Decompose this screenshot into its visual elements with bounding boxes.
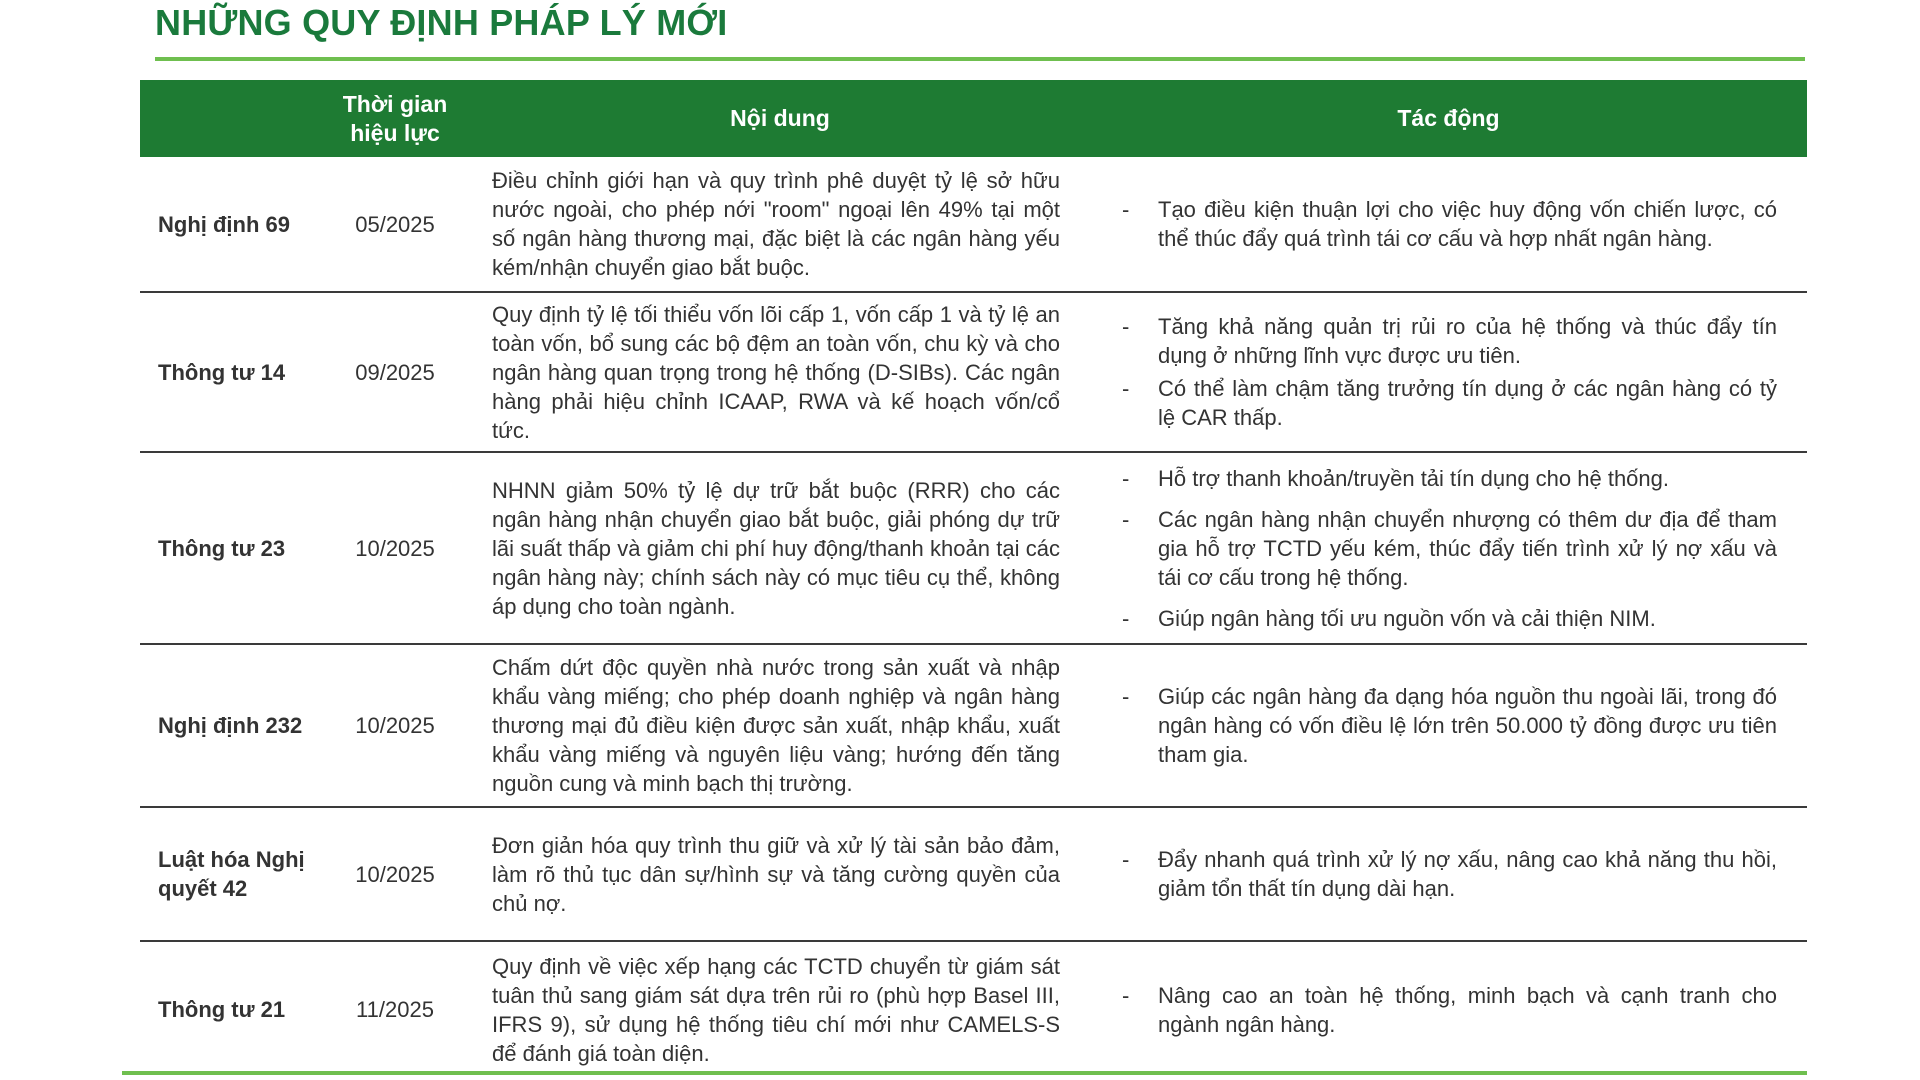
effective-date: 09/2025: [355, 359, 435, 385]
regulation-impact: [1090, 644, 1807, 807]
regulation-content: Chấm dứt độc quyền nhà nước trong sản xuất và nhập khẩu vàng miếng; cho phép doanh nghiệp và ngân hàng thương mại đủ điều kiện được sản xuất, nhập khẩu, xuất khẩu vàng miếng và nguyên liệu vàng; hướng đến tăng nguồn cung và minh bạch thị trường.: [492, 655, 1060, 796]
title-divider: [155, 57, 1805, 61]
table-row: [140, 807, 1807, 941]
impact-item: - Hỗ trợ thanh khoản/truyền tải tín dụng cho hệ thống.: [1120, 464, 1777, 493]
header-impact: Tác động: [1397, 105, 1500, 131]
impact-item: - Tạo điều kiện thuận lợi cho việc huy động vốn chiến lược, có thể thúc đẩy quá trình tái cơ cấu và hợp nhất ngân hàng.: [1120, 195, 1777, 253]
regulation-name: Thông tư 14: [158, 359, 286, 385]
effective-date: 05/2025: [355, 211, 435, 237]
impact-item: - Đẩy nhanh quá trình xử lý nợ xấu, nâng cao khả năng thu hồi, giảm tổn thất tín dụng dài hạn.: [1120, 845, 1777, 903]
regulation-impact: [1090, 452, 1807, 644]
effective-date: 10/2025: [355, 861, 435, 887]
table-header-row: [140, 80, 1807, 157]
impact-list: [1120, 464, 1777, 633]
page-title: NHỮNG QUY ĐỊNH PHÁP LÝ MỚI: [155, 2, 728, 43]
impact-list: [1120, 682, 1777, 769]
impact-list: [1120, 312, 1777, 432]
regulation-impact: [1090, 941, 1807, 1077]
regulation-impact: [1090, 157, 1807, 292]
impact-item: - Các ngân hàng nhận chuyển nhượng có thêm dư địa để tham gia hỗ trợ TCTD yếu kém, thúc đẩy tiến trình xử lý nợ xấu và tái cơ cấu trong hệ thống.: [1120, 505, 1777, 592]
regulation-content: Đơn giản hóa quy trình thu giữ và xử lý tài sản bảo đảm, làm rõ thủ tục dân sự/hình sự và tăng cường quyền của chủ nợ.: [492, 832, 1060, 916]
regulation-name: Luật hóa Nghị quyết 42: [158, 847, 305, 901]
impact-item: - Có thể làm chậm tăng trưởng tín dụng ở các ngân hàng có tỷ lệ CAR thấp.: [1120, 374, 1777, 432]
impact-list: [1120, 981, 1777, 1039]
regulation-content: Quy định về việc xếp hạng các TCTD chuyển từ giám sát tuân thủ sang giám sát dựa trên rủi ro (phù hợp Basel III, IFRS 9), sử dụng hệ thống tiêu chí mới như CAMELS-S để đánh giá toàn diện.: [492, 953, 1060, 1066]
header-content: Nội dung: [730, 105, 830, 131]
impact-list: [1120, 845, 1777, 903]
regulation-name: Thông tư 21: [158, 997, 286, 1022]
impact-item: - Tăng khả năng quản trị rủi ro của hệ thống và thúc đẩy tín dụng ở những lĩnh vực được ưu tiên.: [1120, 312, 1777, 370]
impact-item: - Nâng cao an toàn hệ thống, minh bạch và cạnh tranh cho ngành ngân hàng.: [1120, 981, 1777, 1039]
regulation-name: Nghị định 69: [158, 211, 290, 237]
regulation-name: Nghị định 232: [158, 713, 303, 738]
regulation-name: Thông tư 23: [158, 535, 286, 561]
effective-date: 11/2025: [356, 997, 434, 1022]
regulation-content: NHNN giảm 50% tỷ lệ dự trữ bắt buộc (RRR) cho các ngân hàng nhận chuyển giao bắt buộc, giải phóng dự trữ lãi suất thấp và giảm chi phí huy động/thanh khoản tại các ngân hàng này; chính sách này có mục tiêu cụ thể, không áp dụng cho toàn ngành.: [492, 477, 1060, 619]
impact-item: - Giúp các ngân hàng đa dạng hóa nguồn thu ngoài lãi, trong đó ngân hàng có vốn điều lệ lớn trên 50.000 tỷ đồng được ưu tiên tham gia.: [1120, 682, 1777, 769]
table-row: [140, 644, 1807, 807]
header-effective-date: Thời gian hiệu lực: [342, 90, 448, 146]
table-row: [140, 292, 1807, 452]
regulation-impact: [1090, 807, 1807, 941]
bottom-divider: [122, 1071, 1807, 1075]
table-row: [140, 452, 1807, 644]
regulations-table: [140, 80, 1807, 1077]
regulation-content: Điều chỉnh giới hạn và quy trình phê duyệt tỷ lệ sở hữu nước ngoài, cho phép nới "room" ngoại lên 49% tại một số ngân hàng thương mại, đặc biệt là các ngân hàng yếu kém/nhận chuyển giao bắt buộc.: [492, 168, 1060, 280]
header-name: [140, 80, 320, 157]
table-row: [140, 941, 1807, 1077]
impact-list: [1120, 195, 1777, 253]
table-row: [140, 157, 1807, 292]
regulation-impact: [1090, 292, 1807, 452]
impact-item: - Giúp ngân hàng tối ưu nguồn vốn và cải thiện NIM.: [1120, 604, 1777, 633]
regulation-content: Quy định tỷ lệ tối thiểu vốn lõi cấp 1, vốn cấp 1 và tỷ lệ an toàn vốn, bổ sung các bộ đệm an toàn vốn, chu kỳ và cho ngân hàng quan trọng trong hệ thống (D-SIBs). Các ngân hàng phải hiệu chỉnh ICAAP, RWA và kế hoạch vốn/cổ tức.: [492, 301, 1060, 443]
effective-date: 10/2025: [355, 535, 435, 561]
effective-date: 10/2025: [355, 713, 435, 738]
